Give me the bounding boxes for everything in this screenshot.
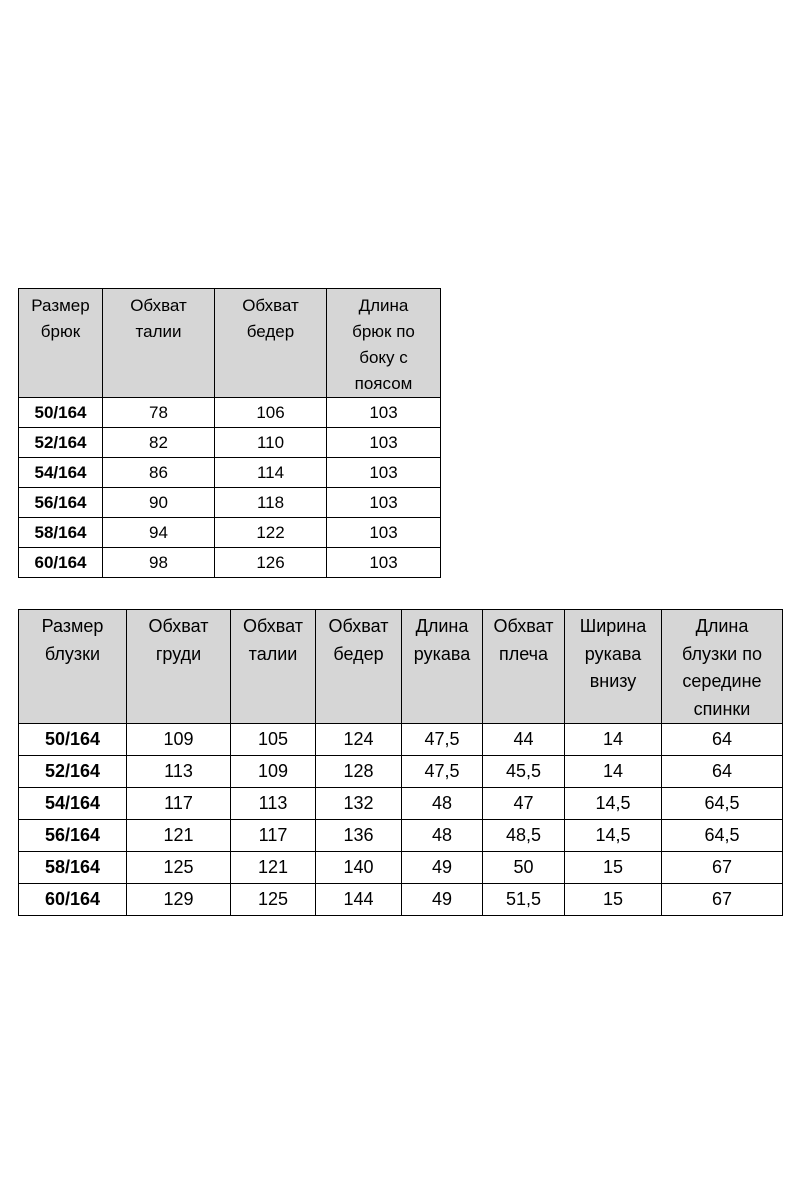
table-row [19,724,783,756]
table-row [19,852,783,884]
header-chest: Обхват груди [127,610,231,724]
header-side-length: Длина брюк по боку с поясом [327,289,441,398]
header-back-length: Длина блузки по середине спинки [662,610,783,724]
table-row [19,398,441,428]
table-cell: 14 [565,724,662,756]
table-cell: 64,5 [662,788,783,820]
table-row [19,518,441,548]
pants-size-table [18,288,441,578]
table-cell: 126 [215,548,327,578]
table-cell: 90 [103,488,215,518]
size-cell: 60/164 [19,548,103,578]
table-cell: 128 [316,756,402,788]
table-cell: 47,5 [402,724,483,756]
table-cell: 113 [231,788,316,820]
header-waist: Обхват талии [103,289,215,398]
table-cell: 124 [316,724,402,756]
header-shoulder: Обхват плеча [483,610,565,724]
table-cell: 51,5 [483,884,565,916]
table-row [19,458,441,488]
table-row [19,548,441,578]
table-row [19,488,441,518]
size-cell: 54/164 [19,458,103,488]
table-row [19,788,783,820]
table-cell: 67 [662,852,783,884]
size-cell: 56/164 [19,488,103,518]
table-cell: 103 [327,548,441,578]
header-hips: Обхват бедер [215,289,327,398]
size-cell: 52/164 [19,428,103,458]
table-cell: 105 [231,724,316,756]
table-cell: 49 [402,852,483,884]
table-cell: 15 [565,884,662,916]
table-cell: 64 [662,724,783,756]
table-cell: 94 [103,518,215,548]
table-cell: 103 [327,398,441,428]
table-cell: 48,5 [483,820,565,852]
table-cell: 121 [127,820,231,852]
table-header-row [19,610,783,724]
table-cell: 50 [483,852,565,884]
size-cell: 54/164 [19,788,127,820]
table-cell: 125 [127,852,231,884]
table-cell: 103 [327,458,441,488]
table-cell: 106 [215,398,327,428]
table-cell: 114 [215,458,327,488]
size-cell: 50/164 [19,398,103,428]
table-cell: 64,5 [662,820,783,852]
table-cell: 103 [327,488,441,518]
blouse-size-table [18,609,783,916]
table-cell: 132 [316,788,402,820]
table-cell: 103 [327,428,441,458]
table-cell: 78 [103,398,215,428]
table-cell: 117 [231,820,316,852]
table-cell: 113 [127,756,231,788]
table-cell: 15 [565,852,662,884]
header-hips: Обхват бедер [316,610,402,724]
header-size: Размер брюк [19,289,103,398]
table-cell: 14,5 [565,788,662,820]
table-cell: 118 [215,488,327,518]
table-cell: 144 [316,884,402,916]
table-cell: 14 [565,756,662,788]
header-size: Размер блузки [19,610,127,724]
table-cell: 86 [103,458,215,488]
size-cell: 60/164 [19,884,127,916]
table-cell: 47 [483,788,565,820]
header-sleeve-width: Ширина рукава внизу [565,610,662,724]
table-row [19,884,783,916]
table-cell: 109 [127,724,231,756]
table-cell: 121 [231,852,316,884]
table-row [19,820,783,852]
header-waist: Обхват талии [231,610,316,724]
size-cell: 52/164 [19,756,127,788]
size-cell: 58/164 [19,852,127,884]
table-cell: 48 [402,788,483,820]
table-cell: 48 [402,820,483,852]
table-cell: 103 [327,518,441,548]
size-cell: 56/164 [19,820,127,852]
table-cell: 64 [662,756,783,788]
table-cell: 47,5 [402,756,483,788]
table-cell: 125 [231,884,316,916]
table-cell: 49 [402,884,483,916]
table-header-row [19,289,441,398]
table-row [19,428,441,458]
table-cell: 136 [316,820,402,852]
table-cell: 45,5 [483,756,565,788]
table-cell: 140 [316,852,402,884]
table-cell: 117 [127,788,231,820]
size-cell: 58/164 [19,518,103,548]
table-cell: 109 [231,756,316,788]
size-cell: 50/164 [19,724,127,756]
table-cell: 129 [127,884,231,916]
table-cell: 82 [103,428,215,458]
table-cell: 98 [103,548,215,578]
table-cell: 122 [215,518,327,548]
table-cell: 67 [662,884,783,916]
table-cell: 14,5 [565,820,662,852]
table-row [19,756,783,788]
header-sleeve-length: Длина рукава [402,610,483,724]
table-cell: 110 [215,428,327,458]
table-cell: 44 [483,724,565,756]
